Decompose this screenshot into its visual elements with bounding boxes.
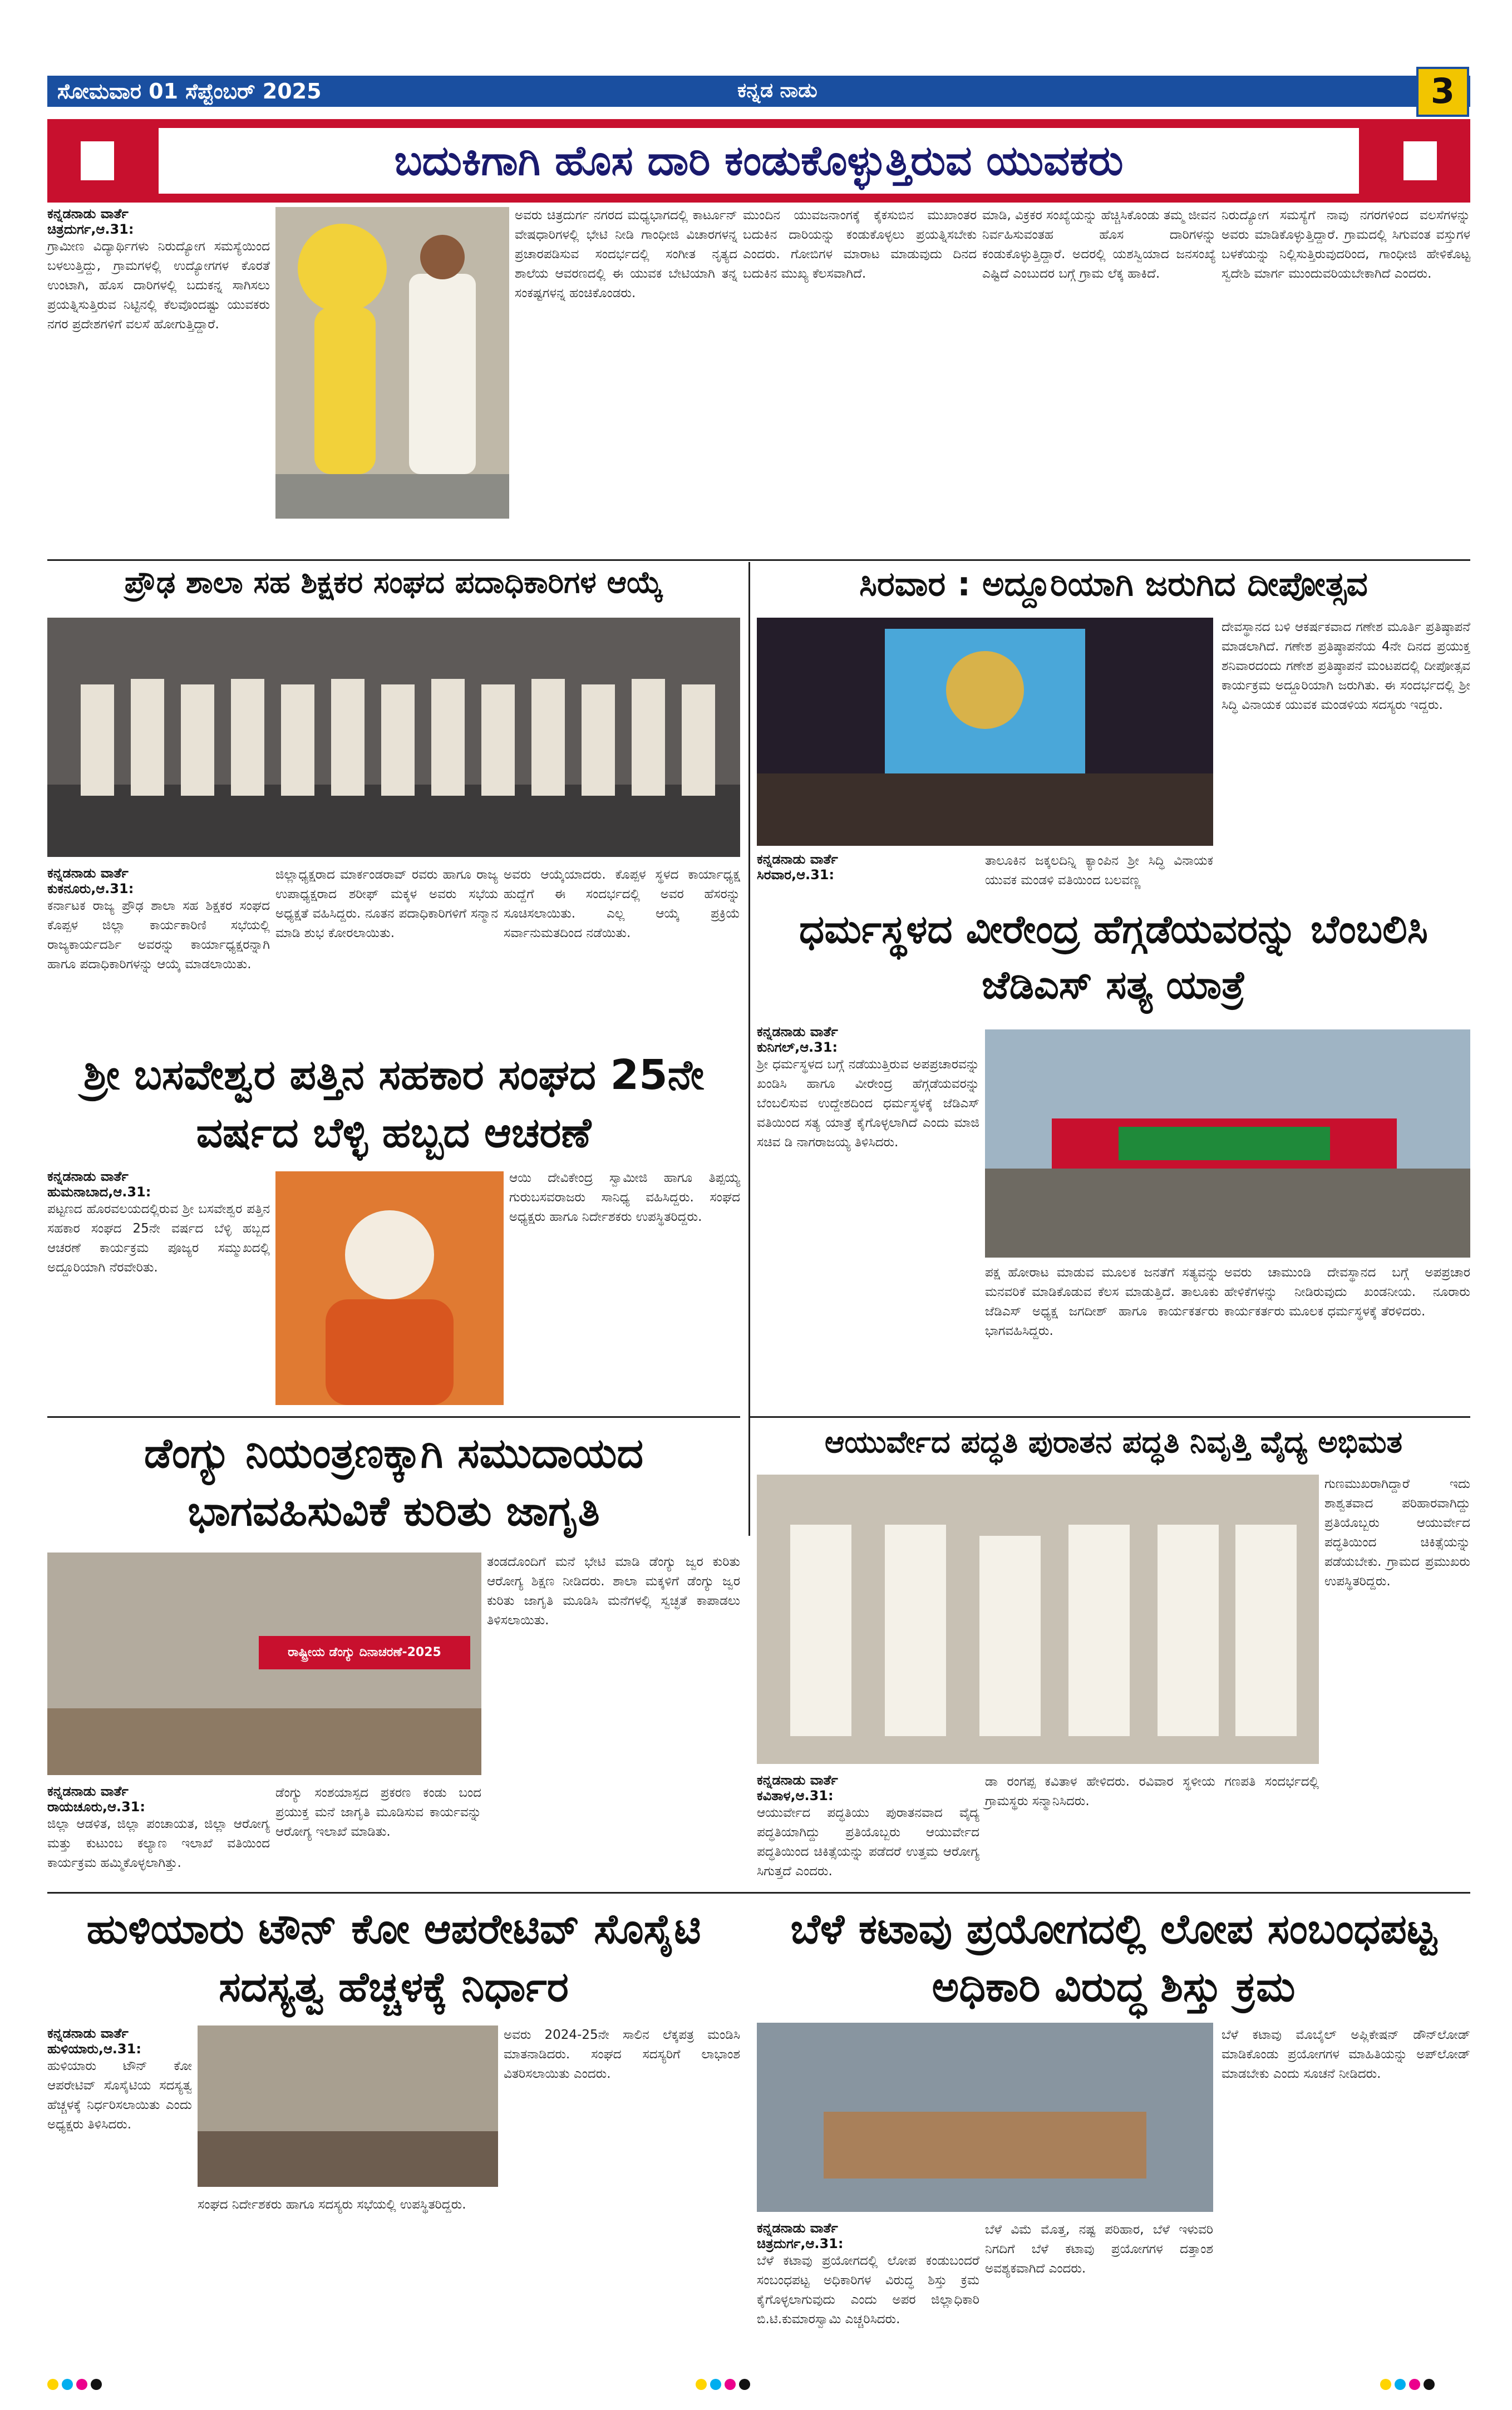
story6-photo <box>47 1553 481 1775</box>
story4-text-1: ಶ್ರೀ ಧರ್ಮಸ್ಥಳದ ಬಗ್ಗೆ ನಡೆಯುತ್ತಿರುವ ಅಪಪ್ರಚಾರವನ್ನು ಖಂಡಿಸಿ ಹಾಗೂ ವೀರೇಂದ್ರ ಹೆಗ್ಗಡೆಯವರನ್ನು ಬೆಂಬಲಿಸುವ ಉದ್ದೇಶದಿಂದ ಧರ್ಮಸ್ಥಳಕ್ಕೆ ಜೆಡಿಎಸ್ ವತಿಯಿಂದ ಸತ್ಯ ಯಾತ್ರೆ ಕೈಗೊಳ್ಳಲಾಗಿದೆ ಎಂದು ಮಾಜಿ ಸಚಿವ ಡಿ ನಾಗರಾಜಯ್ಯ ತಿಳಿಸಿದರು. <box>757 1057 979 1150</box>
dengue-banner: ರಾಷ್ಟ್ರೀಯ ಡೆಂಗ್ಯು ದಿನಾಚರಣೆ-2025 <box>259 1636 470 1669</box>
story6-headline: ಡೆಂಗ್ಯು ನಿಯಂತ್ರಣಕ್ಕಾಗಿ ಸಮುದಾಯದ ಭಾಗವಹಿಸುವಿಕೆ ಕುರಿತು ಜಾಗೃತಿ <box>144 1430 644 1535</box>
story2-text-2: ಜಿಲ್ಲಾಧ್ಯಕ್ಷರಾದ ಮಾರ್ಕಂಡರಾವ್ ರವರು ಹಾಗೂ ರಾಜ್ಯ ಉಪಾಧ್ಯಕ್ಷರಾದ ಶರೀಫ್ ಮಕ್ಕಳ ಅವರು ಸಭೆಯ ಅಧ್ಯಕ್ಷತೆ ವಹಿಸಿದ್ದರು. ನೂತನ ಪದಾಧಿಕಾರಿಗಳಿಗೆ ಸನ್ಮಾನ ಮಾಡಿ ಶುಭ ಕೋರಲಾಯಿತು. <box>275 868 498 940</box>
mascot-figure-icon <box>275 207 509 519</box>
officials-meeting-icon <box>757 2023 1213 2212</box>
story5-text-1: ಪಟ್ಟಣದ ಹೊರವಲಯದಲ್ಲಿರುವ ಶ್ರೀ ಬಸವೇಶ್ವರ ಪತ್ತಿನ ಸಹಕಾರ ಸಂಘದ 25ನೇ ವರ್ಷದ ಬೆಳ್ಳಿ ಹಬ್ಬದ ಆಚರಣೆ ಕಾರ್ಯಕ್ರಮ ಪೂಜ್ಯರ ಸಮ್ಮುಖದಲ್ಲಿ ಅದ್ದೂರಿಯಾಗಿ ನೆರವೇರಿತು. <box>47 1202 270 1275</box>
story4-text-2: ಪಕ್ಷ ಹೋರಾಟ ಮಾಡುವ ಮೂಲಕ ಜನತೆಗೆ ಸತ್ಯವನ್ನು ಮನವರಿಕೆ ಮಾಡಿಕೊಡುವ ಕೆಲಸ ಮಾಡುತ್ತಿದೆ. ತಾಲೂಕು ಜೆಡಿಎಸ್ ಅಧ್ಯಕ್ಷ ಜಗದೀಶ್ ಹಾಗೂ ಕಾರ್ಯಕರ್ತರು ಭಾಗವಹಿಸಿದ್ದರು. <box>985 1265 1219 1338</box>
story9-col-3 <box>1222 2025 1470 2084</box>
lead-byline: ಕನ್ನಡನಾಡು ವಾರ್ತೆ <box>47 206 129 221</box>
divider <box>47 1892 1470 1894</box>
story6-text-3: ಡೆಂಗ್ಯು ಸಂಶಯಾಸ್ಪದ ಪ್ರಕರಣ ಕಂಡು ಬಂದ ಪ್ರಯುಕ್ತ ಮನೆ ಜಾಗೃತಿ ಮೂಡಿಸುವ ಕಾರ್ಯವನ್ನು ಆರೋಗ್ಯ ಇಲಾಖೆ ಮಾಡಿತು. <box>275 1786 481 1839</box>
story7-photo <box>757 1475 1319 1764</box>
page-date: ಸೋಮವಾರ 01 ಸೆಪ್ಟೆಂಬರ್ 2025 <box>57 79 322 104</box>
lead-col-5 <box>1222 206 1470 284</box>
story8-dateline: ಹುಳಿಯಾರು,ಆ.31: <box>47 2041 141 2057</box>
story2-col-2 <box>275 865 498 943</box>
registration-marks-left <box>47 2379 270 2396</box>
meeting-photo-icon <box>198 2025 498 2187</box>
group-photo-icon <box>47 618 740 857</box>
story7-col-2 <box>985 1772 1319 1811</box>
story6-text-1: ತಂಡದೊಂದಿಗೆ ಮನೆ ಭೇಟಿ ಮಾಡಿ ಡೆಂಗ್ಯು ಜ್ವರ ಕುರಿತು ಆರೋಗ್ಯ ಶಿಕ್ಷಣ ನೀಡಿದರು. ಶಾಲಾ ಮಕ್ಕಳಿಗೆ ಡೆಂಗ್ಯು ಜ್ವರ ಕುರಿತು ಜಾಗೃತಿ ಮೂಡಿಸಿ ಮನೆಗಳಲ್ಲಿ ಸ್ವಚ್ಛತೆ ಕಾಪಾಡಲು ತಿಳಿಸಲಾಯಿತು. <box>487 1555 740 1628</box>
story5-photo <box>275 1171 504 1405</box>
story9-text-3: ಬೆಳೆ ಕಟಾವು ಮೊಬೈಲ್ ಅಪ್ಲಿಕೇಷನ್ ಡೌನ್‌ಲೋಡ್ ಮಾಡಿಕೊಂಡು ಪ್ರಯೋಗಗಳ ಮಾಹಿತಿಯನ್ನು ಅಪ್‌ಲೋಡ್ ಮಾಡಬೇಕು ಎಂದು ಸೂಚನೆ ನೀಡಿದರು. <box>1222 2028 1470 2081</box>
divider <box>47 559 1470 561</box>
story3-text-2: ದೇವಸ್ಥಾನದ ಬಳಿ ಆಕರ್ಷಕವಾದ ಗಣೇಶ ಮೂರ್ತಿ ಪ್ರತಿಷ್ಠಾಪನೆ ಮಾಡಲಾಗಿದೆ. ಗಣೇಶ ಪ್ರತಿಷ್ಠಾಪನೆಯ 4ನೇ ದಿನದ ಪ್ರಯುಕ್ತ ಶನಿವಾರದಂದು ಗಣೇಶ ಪ್ರತಿಷ್ಠಾಪನೆ ಮಂಟಪದಲ್ಲಿ ದೀಪೋತ್ಸವ ಕಾರ್ಯಕ್ರಮ ಅದ್ದೂರಿಯಾಗಿ ಜರುಗಿತು. ಈ ಸಂದರ್ಭದಲ್ಲಿ ಶ್ರೀ ಸಿದ್ಧಿ ವಿನಾಯಕ ಯುವಕ ಮಂಡಳಿಯ ಸದಸ್ಯರು ಇದ್ದರು. <box>1222 620 1470 712</box>
lead-text-1: ಗ್ರಾಮೀಣ ವಿದ್ಯಾರ್ಥಿಗಳು ನಿರುದ್ಯೋಗ ಸಮಸ್ಯೆಯಿಂದ ಬಳಲುತ್ತಿದ್ದು, ಗ್ರಾಮಗಳಲ್ಲಿ ಉದ್ಯೋಗಗಳ ಕೊರತೆ ಉಂಟಾಗಿ, ಹೊಸ ದಾರಿಗಳಲ್ಲಿ ಬದುಕನ್ನ ಸಾಗಿಸಲು ಪ್ರಯತ್ನಿಸುತ್ತಿರುವ ನಿಟ್ಟಿನಲ್ಲಿ ಕೆಲವೊಂದಷ್ಟು ಯುವಕರು ನಗರ ಪ್ರದೇಶಗಳಿಗೆ ವಲಸೆ ಹೋಗುತ್ತಿದ್ದಾರೆ. <box>47 239 270 332</box>
banner-accent-right <box>1403 141 1437 180</box>
story2-text-3: ಅವರು ಆಯ್ಕೆಯಾದರು. ಕೊಪ್ಪಳ ಸ್ಥಳದ ಕಾರ್ಯಾಧ್ಯಕ್ಷ ಹುದ್ದೆಗೆ ಈ ಸಂದರ್ಭದಲ್ಲಿ ಅವರ ಹೆಸರನ್ನು ಸೂಚಿಸಲಾಯಿತು. ಎಲ್ಲ ಆಯ್ಕೆ ಪ್ರಕ್ರಿಯೆ ಸರ್ವಾನುಮತದಿಂದ ನಡೆಯಿತು. <box>504 868 740 940</box>
registration-marks-center <box>696 2379 863 2396</box>
story9-text-1: ಬೆಳೆ ಕಟಾವು ಪ್ರಯೋಗದಲ್ಲಿ ಲೋಪ ಕಂಡುಬಂದರೆ ಸಂಬಂಧಪಟ್ಟ ಅಧಿಕಾರಿಗಳ ವಿರುದ್ಧ ಶಿಸ್ತು ಕ್ರಮ ಕೈಗೊಳ್ಳಲಾಗುವುದು ಎಂದು ಅಪರ ಜಿಲ್ಲಾಧಿಕಾರಿ ಬಿ.ಟಿ.ಕುಮಾರಸ್ವಾಮಿ ಎಚ್ಚರಿಸಿದರು. <box>757 2254 979 2327</box>
story3-dateline: ಸಿರವಾರ,ಆ.31: <box>757 867 835 883</box>
story9-col-1 <box>757 2220 979 2329</box>
lead-col-2 <box>515 206 737 303</box>
story6-byline: ಕನ್ನಡನಾಡು ವಾರ್ತೆ <box>47 1783 129 1799</box>
story2-col-1 <box>47 865 270 974</box>
story4-photo <box>985 1029 1470 1258</box>
story6-col-2 <box>275 1783 481 1842</box>
story9-headline: ಬೆಳೆ ಕಟಾವು ಪ್ರಯೋಗದಲ್ಲಿ ಲೋಪ ಸಂಬಂಧಪಟ್ಟ ಅಧಿಕಾರಿ ವಿರುದ್ಧ ಶಿಸ್ತು ಕ್ರಮ <box>790 1905 1437 2011</box>
story6-dateline: ರಾಯಚೂರು,ಆ.31: <box>47 1799 145 1815</box>
story7-byline: ಕನ್ನಡನಾಡು ವಾರ್ತೆ <box>757 1772 838 1788</box>
story7-text-1: ಆಯುರ್ವೇದ ಪದ್ಧತಿಯು ಪುರಾತನವಾದ ವೈದ್ಯ ಪದ್ಧತಿಯಾಗಿದ್ದು ಪ್ರತಿಯೊಬ್ಬರು ಆಯುರ್ವೇದ ಪದ್ಧತಿಯಿಂದ ಚಿಕಿತ್ಸೆಯನ್ನು ಪಡೆದರೆ ಉತ್ತಮ ಆರೋಗ್ಯ ಸಿಗುತ್ತದೆ ಎಂದರು. <box>757 1806 979 1879</box>
lead-text-5: ನಿರುದ್ಯೋಗ ಸಮಸ್ಯೆಗೆ ನಾವು ನಗರಗಳಿಂದ ವಲಸೆಗಳನ್ನು ಅವರು ಮಾಡಿಕೊಳ್ಳುತ್ತಿದ್ದಾರೆ. ಗ್ರಾಮದಲ್ಲಿ ಸಿಗುವಂತ ವಸ್ತುಗಳ ಬಳಕೆಯನ್ನು ನಿಲ್ಲಿಸುತ್ತಿರುವುದರಿಂದ, ಗಾಂಧೀಜಿ ಹೇಳಿಕೊಟ್ಟ ಸ್ವದೇಶಿ ಮಾರ್ಗ ಮುಂದುವರಿಯಬೇಕಾಗಿದೆ ಎಂದರು. <box>1222 208 1470 281</box>
story2-text-1: ಕರ್ನಾಟಕ ರಾಜ್ಯ ಪ್ರೌಢ ಶಾಲಾ ಸಹ ಶಿಕ್ಷಕರ ಸಂಘದ ಕೊಪ್ಪಳ ಜಿಲ್ಲಾ ಕಾರ್ಯಕಾರಿಣಿ ಸಭೆಯಲ್ಲಿ ರಾಜ್ಯಕಾರ್ಯದರ್ಶಿ ಅವರನ್ನು ಕಾರ್ಯಾಧ್ಯಕ್ಷರನ್ನಾಗಿ ಹಾಗೂ ಪದಾಧಿಕಾರಿಗಳನ್ನು ಆಯ್ಕೆ ಮಾಡಲಾಯಿತು. <box>47 899 270 972</box>
story3-col-1 <box>757 851 979 883</box>
story3-col-2 <box>985 851 1213 890</box>
story8-col-1 <box>47 2025 192 2135</box>
story4-text-3: ಅವರು ಚಾಮುಂಡಿ ದೇವಸ್ಥಾನದ ಬಗ್ಗೆ ಅಪಪ್ರಚಾರ ಹೇಳಿಕೆಗಳನ್ನು ನೀಡಿರುವುದು ಖಂಡನೀಯ. ನೂರಾರು ಕಾರ್ಯಕರ್ತರು ಮೂಲಕ ಧರ್ಮಸ್ಥಳಕ್ಕೆ ತೆರಳಿದರು. <box>1224 1265 1470 1319</box>
rally-photo-icon <box>985 1029 1470 1258</box>
felicitation-photo-icon <box>757 1475 1319 1764</box>
story8-col-3 <box>198 2195 740 2215</box>
swami-portrait-icon <box>275 1171 504 1405</box>
story2-dateline: ಕುಕನೂರು,ಆ.31: <box>47 881 134 896</box>
story5-dateline: ಹುಮನಾಬಾದ,ಆ.31: <box>47 1184 151 1200</box>
story9-photo <box>757 2023 1213 2212</box>
story6-col-1 <box>47 1783 270 1873</box>
story8-text-1: ಹುಳಿಯಾರು ಟೌನ್ ಕೋ ಆಪರೇಟಿವ್ ಸೊಸೈಟಿಯ ಸದಸ್ಯತ್ವ ಹೆಚ್ಚಳಕ್ಕೆ ನಿರ್ಧರಿಸಲಾಯಿತು ಎಂದು ಅಧ್ಯಕ್ಷರು ತಿಳಿಸಿದರು. <box>47 2059 192 2132</box>
story2-col-3 <box>504 865 740 943</box>
masthead: ಕನ್ನಡ ನಾಡು <box>737 79 817 102</box>
story8-text-3: ಸಂಘದ ನಿರ್ದೇಶಕರು ಹಾಗೂ ಸದಸ್ಯರು ಸಭೆಯಲ್ಲಿ ಉಪಸ್ಥಿತರಿದ್ದರು. <box>198 2197 466 2212</box>
divider <box>47 1416 740 1418</box>
story7-text-3: ಗುಣಮುಖರಾಗಿದ್ದಾರೆ ಇದು ಶಾಶ್ವತವಾದ ಪರಿಹಾರವಾಗಿದ್ದು ಪ್ರತಿಯೊಬ್ಬರು ಆಯುರ್ವೇದ ಪದ್ಧತಿಯಿಂದ ಚಿಕಿತ್ಸೆಯನ್ನು ಪಡೆಯಬೇಕು. ಗ್ರಾಮದ ಪ್ರಮುಖರು ಉಪಸ್ಥಿತರಿದ್ದರು. <box>1324 1477 1470 1589</box>
story3-headline: ಸಿರವಾರ : ಅದ್ದೂರಿಯಾಗಿ ಜರುಗಿದ ದೀಪೋತ್ಸವ <box>859 565 1368 604</box>
column-divider <box>748 562 750 1536</box>
lead-text-3: ಮುಂದಿನ ಯುವಜನಾಂಗಕ್ಕೆ ಕೈಕಸುಬಿನ ಮುಖಾಂತರ ಬದುಕಿನ ದಾರಿಯನ್ನು ಕಂಡುಕೊಳ್ಳಲು ಪ್ರಯತ್ನಿಸಬೇಕು ಎಂದರು. ಗೋಬಿಗಳ ಮಾರಾಟ ಮಾಡುವುದು ದಿನದ ಬದುಕಿನ ಮುಖ್ಯ ಕೆಲಸವಾಗಿದೆ. <box>743 208 977 281</box>
story3-byline: ಕನ್ನಡನಾಡು ವಾರ್ತೆ <box>757 851 838 867</box>
story5-col-2 <box>509 1169 740 1227</box>
story5-text-2: ಆಯಿ ದೇವಿಕೇಂದ್ರ ಸ್ವಾಮೀಜಿ ಹಾಗೂ ತಿಪ್ಪಯ್ಯ ಗುರುಬಸವರಾಜರು ಸಾನಿಧ್ಯ ವಹಿಸಿದ್ದರು. ಸಂಘದ ಅಧ್ಯಕ್ಷರು ಹಾಗೂ ನಿರ್ದೇಶಕರು ಉಪಸ್ಥಿತರಿದ್ದರು. <box>509 1171 740 1224</box>
divider <box>748 1416 1470 1418</box>
story7-col-1 <box>757 1772 979 1881</box>
lead-text-4: ಮಾಡಿ, ವಿಕ್ರಕರ ಸಂಖ್ಯೆಯನ್ನು ಹೆಚ್ಚಿಸಿಕೊಂಡು ತಮ್ಮ ಜೀವನ ನಿರ್ವಹಿಸುವಂತಹ ಹೊಸ ದಾರಿಗಳನ್ನು ಕಂಡುಕೊಳ್ಳುತ್ತಿದ್ದಾರೆ. ಅದರಲ್ಲಿ ಯಶಸ್ವಿಯಾದ ಜನಸಂಖ್ಯೆ ಎಷ್ಟಿದೆ ಎಂಬುದರ ಬಗ್ಗೆ ಗ್ರಾಮ ಲೆಕ್ಕ ಹಾಕಿದೆ. <box>982 208 1216 281</box>
story9-col-2 <box>985 2220 1213 2279</box>
lead-headline-banner <box>47 119 1470 203</box>
story8-headline: ಹುಳಿಯಾರು ಟೌನ್ ಕೋ ಆಪರೇಟಿವ್ ಸೊಸೈಟಿ ಸದಸ್ಯತ್ವ ಹೆಚ್ಚಳಕ್ಕೆ ನಿರ್ಧಾರ <box>86 1905 701 2011</box>
lead-dateline: ಚಿತ್ರದುರ್ಗ,ಆ.31: <box>47 221 134 237</box>
story2-byline: ಕನ್ನಡನಾಡು ವಾರ್ತೆ <box>47 865 129 881</box>
story8-col-2 <box>504 2025 740 2084</box>
story9-dateline: ಚಿತ್ರದುರ್ಗ,ಆ.31: <box>757 2236 844 2251</box>
story4-col-2 <box>985 1263 1219 1341</box>
story4-headline: ಧರ್ಮಸ್ಥಳದ ವೀರೇಂದ್ರ ಹೆಗ್ಗಡೆಯವರನ್ನು ಬೆಂಬಲಿಸಿ ಜೆಡಿಎಸ್ ಸತ್ಯ ಯಾತ್ರೆ <box>799 906 1428 1008</box>
story4-col-3 <box>1224 1263 1470 1322</box>
registration-marks-right <box>1380 2379 1469 2396</box>
page-number: 3 <box>1416 67 1469 117</box>
story4-dateline: ಕುನಿಗಲ್,ಆ.31: <box>757 1039 838 1055</box>
story9-byline: ಕನ್ನಡನಾಡು ವಾರ್ತೆ <box>757 2220 838 2236</box>
lead-photo <box>275 207 509 519</box>
story7-col-3 <box>1324 1475 1470 1591</box>
story2-headline: ಪ್ರೌಢ ಶಾಲಾ ಸಹ ಶಿಕ್ಷಕರ ಸಂಘದ ಪದಾಧಿಕಾರಿಗಳ ಆಯ್ಕೆ <box>124 565 663 600</box>
story2-photo <box>47 618 740 857</box>
story4-byline: ಕನ್ನಡನಾಡು ವಾರ್ತೆ <box>757 1024 838 1039</box>
story7-dateline: ಕವಿತಾಳ,ಆ.31: <box>757 1788 834 1803</box>
story3-col-3 <box>1222 618 1470 715</box>
story3-photo <box>757 618 1213 846</box>
story3-text-1: ತಾಲೂಕಿನ ಜಕ್ಕಲದಿನ್ನಿ ಕ್ಯಾಂಪಿನ ಶ್ರೀ ಸಿದ್ಧಿ ವಿನಾಯಕ ಯುವಕ ಮಂಡಳಿ ವತಿಯಿಂದ ಬಲವಣ್ಣ <box>985 854 1213 888</box>
lead-col-1 <box>47 206 270 334</box>
lead-col-4 <box>982 206 1216 284</box>
story6-col-3 <box>487 1553 740 1630</box>
lead-col-3 <box>743 206 977 284</box>
story7-text-2: ಡಾ ರಂಗಪ್ಪ ಕವಿತಾಳ ಹೇಳಿದರು. ರವಿವಾರ ಸ್ಥಳೀಯ ಗಣಪತಿ ಸಂದರ್ಭದಲ್ಲಿ ಗ್ರಾಮಸ್ಥರು ಸನ್ಮಾನಿಸಿದರು. <box>985 1775 1319 1808</box>
story7-headline: ಆಯುರ್ವೇದ ಪದ್ಧತಿ ಪುರಾತನ ಪದ್ಧತಿ ನಿವೃತ್ತಿ ವೈದ್ಯ ಅಭಿಮತ <box>824 1425 1403 1460</box>
story5-col-1 <box>47 1169 270 1278</box>
festival-stage-icon <box>757 618 1213 846</box>
lead-text-2: ಅವರು ಚಿತ್ರದುರ್ಗ ನಗರದ ಮಧ್ಯಭಾಗದಲ್ಲಿ ಕಾರ್ಟೂನ್ ವೇಷಧಾರಿಗಳಲ್ಲಿ ಭೇಟಿ ನೀಡಿ ಗಾಂಧೀಜಿ ವಿಚಾರಗಳನ್ನ ಪ್ರಚಾರಪಡಿಸುವ ಸಂದರ್ಭದಲ್ಲಿ ಸಂಗೀತ ನೃತ್ಯದ ಶಾಲೆಯ ಆವರಣದಲ್ಲಿ ಈ ಯುವಕ ಬೇಟಿಯಾಗಿ ತನ್ನ ಸಂಕಷ್ಟಗಳನ್ನ ಹಂಚಿಕೊಂಡರು. <box>515 208 737 300</box>
story9-text-2: ಬೆಳೆ ವಿಮೆ ಮೊತ್ತ, ನಷ್ಟ ಪರಿಹಾರ, ಬೆಳೆ ಇಳುವರಿ ನಿಗದಿಗೆ ಬೆಳೆ ಕಟಾವು ಪ್ರಯೋಗಗಳ ದತ್ತಾಂಶ ಅವಶ್ಯಕವಾಗಿದೆ ಎಂದರು. <box>985 2222 1213 2276</box>
page-header-bar <box>47 76 1470 107</box>
story4-col-1 <box>757 1024 979 1152</box>
story8-byline: ಕನ್ನಡನಾಡು ವಾರ್ತೆ <box>47 2025 129 2041</box>
story8-text-2: ಅವರು 2024-25ನೇ ಸಾಲಿನ ಲೆಕ್ಕಪತ್ರ ಮಂಡಿಸಿ ಮಾತನಾಡಿದರು. ಸಂಘದ ಸದಸ್ಯರಿಗೆ ಲಾಭಾಂಶ ವಿತರಿಸಲಾಯಿತು ಎಂದರು. <box>504 2028 740 2081</box>
story5-byline: ಕನ್ನಡನಾಡು ವಾರ್ತೆ <box>47 1169 129 1184</box>
story5-headline: ಶ್ರೀ ಬಸವೇಶ್ವರ ಪತ್ತಿನ ಸಹಕಾರ ಸಂಘದ 25ನೇ ವರ್ಷದ ಬೆಳ್ಳಿ ಹಬ್ಬದ ಆಚರಣೆ <box>83 1051 705 1157</box>
story8-photo <box>198 2025 498 2187</box>
story6-text-2: ಜಿಲ್ಲಾ ಆಡಳಿತ, ಜಿಲ್ಲಾ ಪಂಚಾಯತ, ಜಿಲ್ಲಾ ಆರೋಗ್ಯ ಮತ್ತು ಕುಟುಂಬ ಕಲ್ಯಾಣ ಇಲಾಖೆ ವತಿಯಿಂದ ಕಾರ್ಯಕ್ರಮ ಹಮ್ಮಿಕೊಳ್ಳಲಾಗಿತ್ತು. <box>47 1817 270 1870</box>
lead-headline: ಬದುಕಿಗಾಗಿ ಹೊಸ ದಾರಿ ಕಂಡುಕೊಳ್ಳುತ್ತಿರುವ ಯುವಕರು <box>159 128 1359 194</box>
banner-accent-left <box>81 141 114 180</box>
